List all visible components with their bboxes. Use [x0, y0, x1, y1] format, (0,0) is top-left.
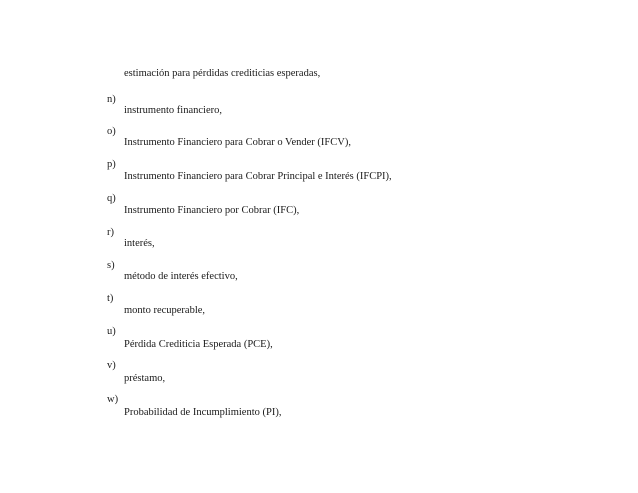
intro-term: estimación para pérdidas crediticias esperadas,: [124, 68, 321, 79]
list-item-term-w: Probabilidad de Incumplimiento (PI),: [124, 407, 282, 418]
list-item-marker-p: p): [107, 159, 116, 170]
list-item-term-t: monto recuperable,: [124, 305, 206, 316]
list-item-marker-q: q): [107, 193, 116, 204]
list-item-term-v: préstamo,: [124, 373, 166, 384]
list-item-term-q: Instrumento Financiero por Cobrar (IFC),: [124, 205, 300, 216]
list-item-term-o: Instrumento Financiero para Cobrar o Vender (IFCV),: [124, 137, 351, 148]
list-item-marker-v: v): [107, 360, 116, 371]
list-item-term-u: Pérdida Crediticia Esperada (PCE),: [124, 339, 273, 350]
list-item-marker-r: r): [107, 227, 114, 238]
list-item-term-r: interés,: [124, 238, 155, 249]
list-item-marker-o: o): [107, 126, 116, 137]
list-item-marker-n: n): [107, 94, 116, 105]
list-item-term-n: instrumento financiero,: [124, 105, 222, 116]
list-item-marker-u: u): [107, 326, 116, 337]
list-item-marker-w: w): [107, 394, 119, 405]
list-item-term-s: método de interés efectivo,: [124, 271, 238, 282]
list-item-term-p: Instrumento Financiero para Cobrar Principal e Interés (IFCPI),: [124, 171, 392, 182]
list-item-marker-t: t): [107, 293, 114, 304]
list-item-marker-s: s): [107, 260, 115, 271]
